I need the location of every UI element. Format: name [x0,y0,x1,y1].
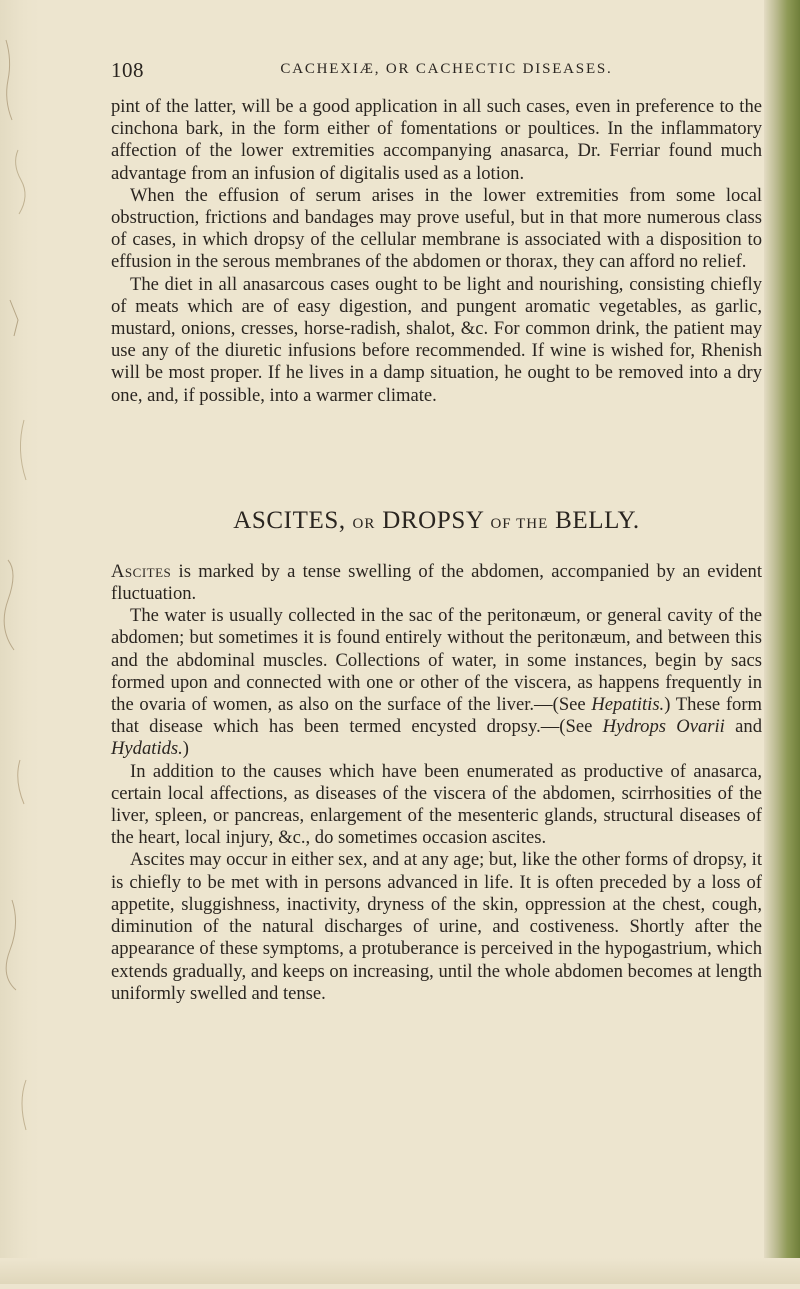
heading-belly: BELLY. [555,506,640,534]
paragraph-effusion: When the effusion of serum arises in the lower extremities from some local obstruction, frictions and bandages may prove useful, but in that more numerous class of cases, in which dropsy of the cellular membrane is associated with a disposition to effusion in the serous membranes of the abdomen or thorax, they can afford no relief. [111,184,762,273]
paragraph-causes: In addition to the causes which have been enumerated as productive of anasarca, certain local affections, as diseases of the viscera of the abdomen, scirrhosities of the liver, spleen, or pancreas, enlargement of the mesenteric glands, structural diseases of the heart, local injury, &c., do sometimes occasion ascites. [111,760,762,849]
margin-scribbles [0,0,40,1284]
water-text-and: and [724,716,763,738]
water-text-b: ) These form that disease which has been termed encysted dropsy.—(See [111,694,762,738]
heading-or: OR [352,515,376,532]
paragraph-continued: pint of the latter, will be a good application in all such cases, even in preference to the cinchona bark, in the form either of fomentations or poultices. In the inflammatory affection of the lower extremities accompanying anasarca, Dr. Ferriar found much advantage from an infusion of digitalis used as a lotion. [111,96,762,184]
ref-hydrops-ovarii: Hydrops Ovarii [602,716,725,738]
ref-hepatitis: Hepatitis. [591,694,665,716]
page-binding-edge [764,0,800,1284]
ref-hydatids: Hydatids. [111,738,183,760]
page-left-margin [0,0,40,1284]
paragraph-symptoms: Ascites may occur in either sex, and at any age; but, like the other forms of dropsy, it is chiefly to be met with in persons advanced in life. It is often preceded by a loss of appetite, sluggishness, inactivity, dryness of the skin, oppression at the chest, cough, diminution of the natural discharges of urine, and costiveness. Shortly after the appearance of these symptoms, a protuberance is perceived in the hypogastrium, which extends gradually, and keeps on increasing, until the whole abdomen becomes at length uniformly swelled and tense. [111,849,762,1004]
heading-dropsy: DROPSY [382,506,484,534]
page-number: 108 [111,58,144,82]
page-header [111,58,762,96]
page-bottom-edge [0,1258,800,1284]
paragraph-water [111,605,762,760]
book-page [111,58,762,1005]
paragraph-diet: The diet in all anasarcous cases ought to be light and nourishing, consisting chiefly of meats which are of easy digestion, and pungent aromatic vegetables, as garlic, mustard, onions, cresses, horse-radish, shalot, &c. For common drink, the patient may use any of the diuretic infusions before recommended. If wine is wished for, Rhenish will be most proper. If he lives in a damp situation, he ought to be removed into a dry one, and, if possible, into a warmer climate. [111,273,762,406]
section-heading [111,506,762,539]
running-head: CACHEXIÆ, OR CACHECTIC DISEASES. [280,61,613,77]
water-text-c: ) [182,738,189,760]
definition-text: is marked by a tense swelling of the abdomen, accompanied by an evident fluctuation. [111,560,762,605]
heading-ascites: ASCITES, [233,506,346,534]
paragraph-definition [111,561,762,605]
lead-word: Ascites [111,560,172,582]
heading-of-the: OF THE [490,515,549,532]
water-text-a: The water is usually collected in the sac of the peritonæum, or general cavity of the abdomen; but sometimes it is found entirely without the peritonæum, and between this and the abdominal muscles. Collections of water, in some instances, begin by sacs formed upon and connected with one or other of the viscera, as happens frequently in the ovaria of women, as also on the surface of the liver.—(See [111,605,762,716]
